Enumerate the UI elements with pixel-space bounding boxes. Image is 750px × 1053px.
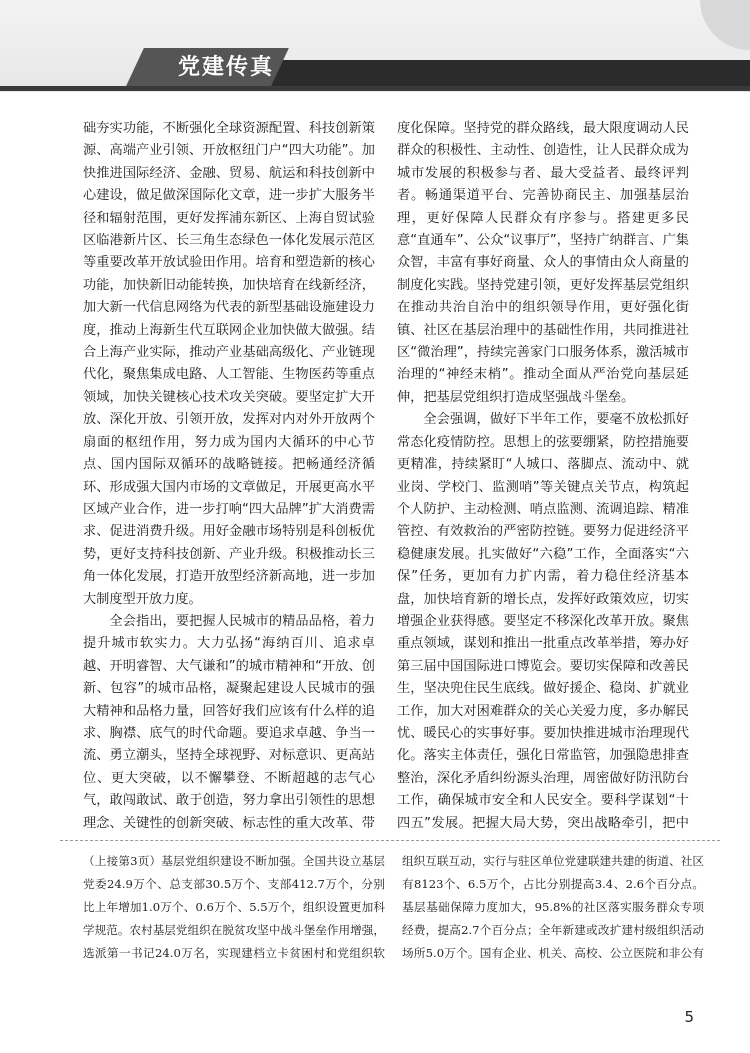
header-stripe [0,86,750,91]
page-number: 5 [684,1008,694,1026]
footnote-left: （上接第3页）基层党组织建设不断加强。全国共设立基层党委24.9万个、总支部30.5万个、支部412.7万个，分别比上年增加1.0万个、0.6万个、5.5万个，组织设置更加科学规范。农村基层党组织在脱贫攻坚中战斗堡垒作用增强，选派第一书记24.0万名，实现建档立卡贫困村和党组织软 [83,854,385,960]
footnote-right: 组织互联互动，实行与驻区单位党建联建共建的街道、社区有8123个、6.5万个，占比分别提高3.4、2.6个百分点。基层基础保障力度加大，95.8%的社区落实服务群众专项经费，提高2.7个百分点；全年新建或改扩建村级组织活动场所5.0万个。国有企业、机关、高校、公立医院和非公有 [402,854,704,960]
section-title: 党建传真 [178,55,275,80]
article-column-right [397,118,689,830]
paragraph: 础夯实功能，不断强化全球资源配置、科技创新策源、高端产业引领、开放枢纽门户“四大功能”。加快推进国际经济、金融、贸易、航运和科技创新中心建设，做足做深国际化文章，进一步扩大服务半径和辐射范围，更好发挥浦东新区、上海自贸试验区临港新片区、长三角生态绿色一体化发展示范区等重要改革开放试验田作用。培育和塑造新的核心功能，加快新旧动能转换，加快培育在线新经济，加大新一代信息网络为代表的新型基础设施建设力度，推动上海新生代互联网企业加快做大做强。结合上海产业实际，推动产业基础高级化、产业链现代化，聚焦集成电路、人工智能、生物医药等重点领域，加快关键核心技术攻关突破。要坚定扩大开放、深化开放、引领开放，发挥对内对外开放两个扇面的枢纽作用，努力成为国内大循环的中心节点、国内国际双循环的战略链接。把畅通经济循环、形成强大国内市场的文章做足，开展更高水平区域产业合作，进一步打响“四大品牌”扩大消费需求、促进消费升级。用好金融市场特别是科创板优势，更好支持科技创新、产业升级。积极推动长三角一体化发展，打造开放型经济新高地，进一步加大制度型开放力度。 [83,121,375,607]
article-body [83,118,703,830]
paragraph: 度化保障。坚持党的群众路线，最大限度调动人民群众的积极性、主动性、创造性，让人民群众成为城市发展的积极参与者、最大受益者、最终评判者。畅通渠道平台、完善协商民主、加强基层治理，更好保障人民群众有序参与。搭建更多民意“直通车”、公众“议事厅”，坚持广纳群言、广集众智，丰富有事好商量、众人的事情由众人商量的制度化实践。坚持党建引领，更好发挥基层党组织在推动共治自治中的组织领导作用，更好强化街镇、社区在基层治理中的基础性作用，共同推进社区“微治理”，持续完善家门口服务体系，激活城市治理的“神经末梢”。推动全面从严治党向基层延伸，把基层党组织打造成坚强战斗堡垒。 [397,121,689,405]
footnote-divider [60,840,720,841]
paragraph: 全会强调，做好下半年工作，要毫不放松抓好常态化疫情防控。思想上的弦要绷紧，防控措施要更精准，持续紧盯“人城口、落脚点、流动中、就业岗、学校门、监测哨”等关键点关节点，构筑起个人防护、主动检测、哨点监测、流调追踪、精准管控、有效救治的严密防控链。要努力促进经济平稳健康发展。扎实做好“六稳”工作，全面落实“六保”任务，更加有力扩内需，着力稳住经济基本盘，加快培育新的增长点，发挥好政策效应，切实增强企业获得感。要坚定不移深化改革开放。聚焦重点领域，谋划和推出一批重点改革举措，筹办好第三届中国国际进口博览会。要切实保障和改善民生，坚决兜住民生底线。做好援企、稳岗、扩就业工作，加大对困难群众的关心关爱力度，多办解民忧、暖民心的实事好事。要加快推进城市治理现代化。落实主体责任，强化日常监管，加强隐患排查整治，深化矛盾纠纷源头治理，周密做好防汛防台工作，确保城市安全和人民安全。要科学谋划“十四五”发展。把握大局大势，突出战略牵引，把中 [397,412,689,830]
paragraph: 全会指出，要把握人民城市的精品品格，着力提升城市软实力。大力弘扬“海纳百川、追求卓越、开明睿智、大气谦和”的城市精神和“开放、创新、包容”的城市品格，凝聚起建设人民城市的强大精神和品格力量，回答好我们应该有什么样的追求、胸襟、底气的时代命题。要追求卓越、争当一流、勇立潮头，坚持全球视野、对标意识、更高站位、更大突破，以不懈攀登、不断超越的志气心气，敢闯敢试、敢于创造，努力拿出引领性的思想理念、关键性的创新突破、标志性的重大改革、带 [83,613,375,830]
article-column-left [83,118,375,830]
